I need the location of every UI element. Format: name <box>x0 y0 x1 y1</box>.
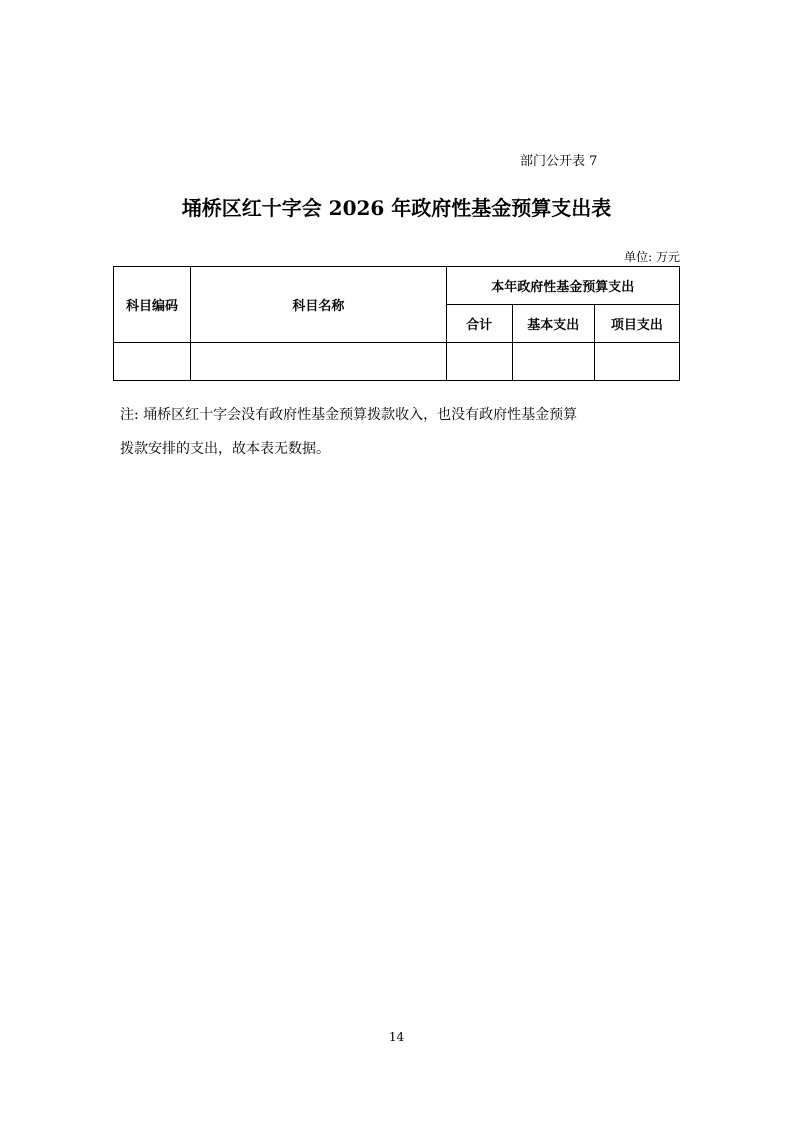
cell-basic <box>512 343 594 381</box>
header-subject-code: 科目编码 <box>114 267 191 343</box>
table-header-row <box>114 267 680 305</box>
unit-label: 单位: 万元 <box>624 250 680 264</box>
table-row <box>114 343 680 381</box>
header-subject-name: 科目名称 <box>191 267 446 343</box>
cell-total <box>446 343 512 381</box>
cell-name <box>191 343 446 381</box>
page-label: 部门公开表 7 <box>520 154 598 169</box>
page-title: 埇桥区红十字会 2026 年政府性基金预算支出表 <box>181 196 612 220</box>
header-expenditure-group: 本年政府性基金预算支出 <box>446 267 679 305</box>
budget-table <box>113 266 680 381</box>
page-number: 14 <box>388 1030 405 1044</box>
header-basic-expenditure: 基本支出 <box>512 305 594 343</box>
note-line-1: 注: 埇桥区红十字会没有政府性基金预算拨款收入，也没有政府性基金预算 <box>120 407 578 423</box>
note <box>120 398 660 466</box>
header-project-expenditure: 项目支出 <box>594 305 679 343</box>
note-line-2: 拨款安排的支出，故本表无数据。 <box>120 441 330 457</box>
header-total: 合计 <box>446 305 512 343</box>
cell-code <box>114 343 191 381</box>
cell-project <box>594 343 679 381</box>
